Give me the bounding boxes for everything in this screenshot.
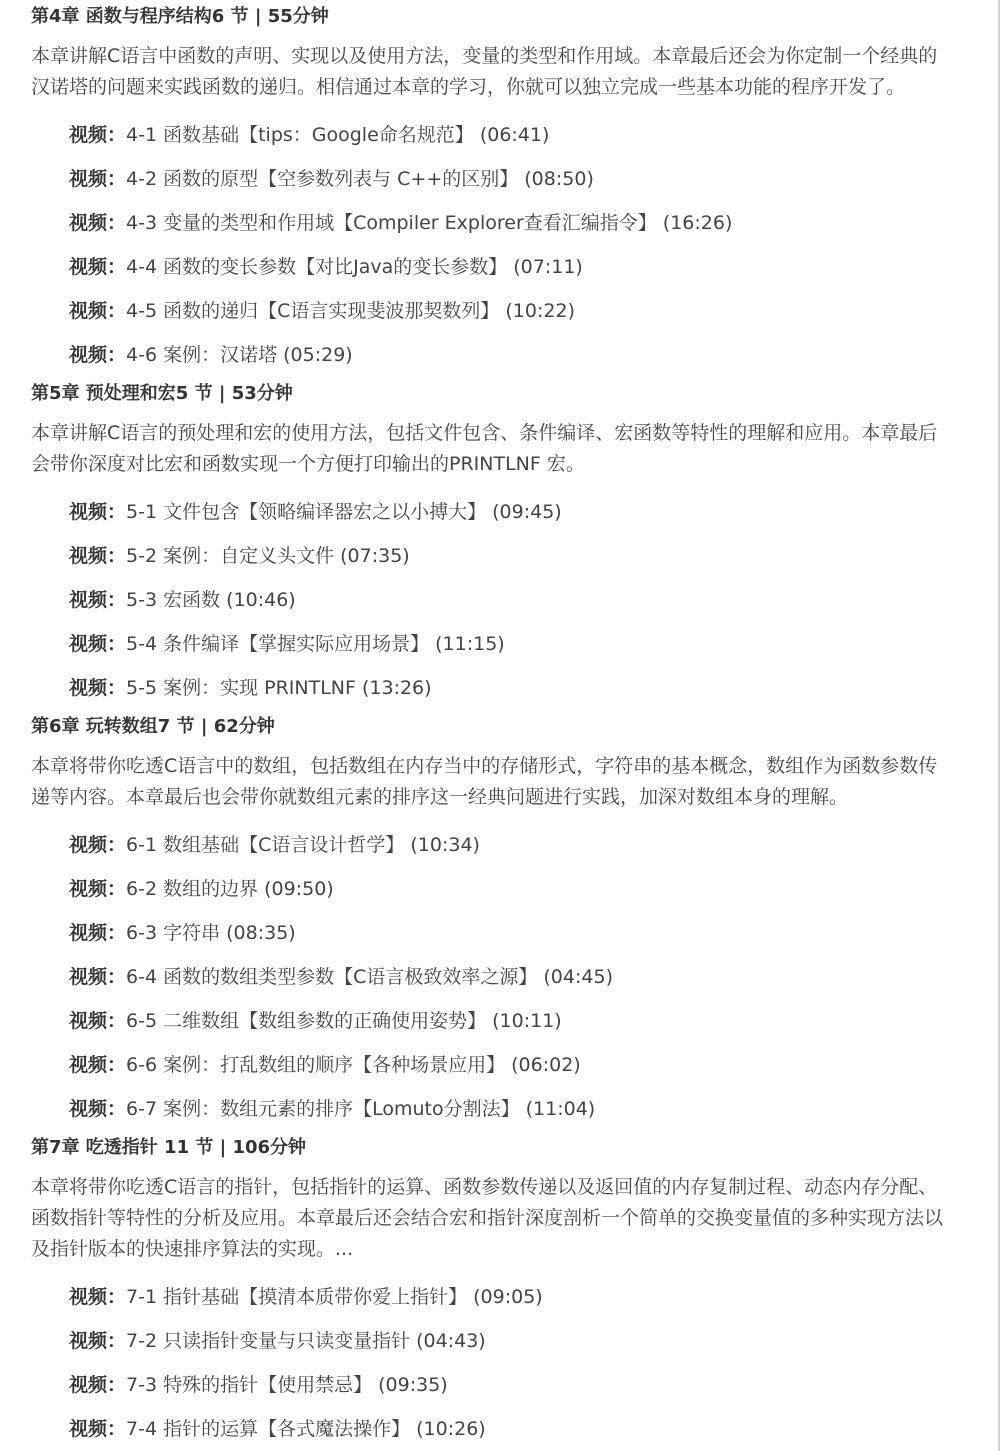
video-item[interactable] — [31, 578, 956, 622]
video-title: 4-1 函数基础【tips：Google命名规范】 (06:41) — [126, 124, 550, 146]
video-prefix-label: 视频： — [69, 300, 127, 322]
video-prefix-label: 视频： — [69, 168, 127, 190]
video-item[interactable] — [31, 157, 956, 201]
video-title: 7-4 指针的运算【各式魔法操作】 (10:26) — [126, 1418, 486, 1440]
video-title: 4-3 变量的类型和作用域【Compiler Explorer查看汇编指令】 (16:26) — [126, 212, 733, 234]
video-title: 5-5 案例：实现 PRINTLNF (13:26) — [126, 677, 432, 699]
video-item[interactable] — [31, 823, 956, 867]
video-title: 5-2 案例：自定义头文件 (07:35) — [126, 545, 410, 567]
video-title: 6-7 案例：数组元素的排序【Lomuto分割法】 (11:04) — [126, 1098, 596, 1120]
video-title: 7-1 指针基础【摸清本质带你爱上指针】 (09:05) — [126, 1286, 543, 1308]
video-prefix-label: 视频： — [69, 589, 127, 611]
video-prefix-label: 视频： — [69, 1286, 127, 1308]
video-prefix-label: 视频： — [69, 1010, 127, 1032]
video-list — [31, 823, 956, 1131]
chapter-description: 本章将带你吃透C语言中的数组，包括数组在内存当中的存储形式，字符串的基本概念，数组作为函数参数传递等内容。本章最后也会带你就数组元素的排序这一经典问题进行实践，加深对数组本身的理解。 — [31, 755, 938, 808]
video-title: 5-4 条件编译【掌握实际应用场景】 (11:15) — [126, 633, 505, 655]
video-item[interactable] — [31, 999, 956, 1043]
video-prefix-label: 视频： — [69, 677, 127, 699]
video-list — [31, 1275, 956, 1451]
video-prefix-label: 视频： — [69, 834, 127, 856]
video-item[interactable] — [31, 955, 956, 999]
video-item[interactable] — [31, 1319, 956, 1363]
video-title: 6-5 二维数组【数组参数的正确使用姿势】 (10:11) — [126, 1010, 562, 1032]
video-prefix-label: 视频： — [69, 124, 127, 146]
video-prefix-label: 视频： — [69, 1054, 127, 1076]
video-title: 6-3 字符串 (08:35) — [126, 922, 296, 944]
video-title: 6-6 案例：打乱数组的顺序【各种场景应用】 (06:02) — [126, 1054, 581, 1076]
chapter-title[interactable]: 第4章 函数与程序结构6 节 | 55分钟 — [31, 6, 329, 27]
video-title: 6-2 数组的边界 (09:50) — [126, 878, 334, 900]
video-item[interactable] — [31, 666, 956, 710]
chapter-title[interactable]: 第5章 预处理和宏5 节 | 53分钟 — [31, 383, 293, 404]
video-title: 6-1 数组基础【C语言设计哲学】 (10:34) — [126, 834, 480, 856]
video-item[interactable] — [31, 911, 956, 955]
video-prefix-label: 视频： — [69, 878, 127, 900]
chapter-title[interactable]: 第7章 吃透指针 11 节 | 106分钟 — [31, 1137, 307, 1158]
video-item[interactable] — [31, 245, 956, 289]
video-prefix-label: 视频： — [69, 1374, 127, 1396]
video-item[interactable] — [31, 113, 956, 157]
chapter-section — [31, 1131, 956, 1451]
video-item[interactable] — [31, 534, 956, 578]
video-item[interactable] — [31, 1407, 956, 1451]
video-item[interactable] — [31, 201, 956, 245]
video-item[interactable] — [31, 1275, 956, 1319]
video-title: 5-3 宏函数 (10:46) — [126, 589, 296, 611]
video-item[interactable] — [31, 867, 956, 911]
chapter-description: 本章将带你吃透C语言的指针，包括指针的运算、函数参数传递以及返回值的内存复制过程、动态内存分配、函数指针等特性的分析及应用。本章最后还会结合宏和指针深度剖析一个简单的交换变量值的多种实现方法以及指针版本的快速排序算法的实现。... — [31, 1176, 944, 1260]
video-title: 5-1 文件包含【领略编译器宏之以小搏大】 (09:45) — [126, 501, 562, 523]
video-prefix-label: 视频： — [69, 1330, 127, 1352]
video-title: 4-5 函数的递归【C语言实现斐波那契数列】 (10:22) — [126, 300, 575, 322]
video-item[interactable] — [31, 1043, 956, 1087]
video-item[interactable] — [31, 622, 956, 666]
video-list — [31, 490, 956, 710]
video-prefix-label: 视频： — [69, 545, 127, 567]
video-prefix-label: 视频： — [69, 256, 127, 278]
video-item[interactable] — [31, 1363, 956, 1407]
chapter-outline — [31, 0, 956, 1451]
video-title: 6-4 函数的数组类型参数【C语言极致效率之源】 (04:45) — [126, 966, 613, 988]
video-prefix-label: 视频： — [69, 344, 127, 366]
video-prefix-label: 视频： — [69, 633, 127, 655]
video-prefix-label: 视频： — [69, 212, 127, 234]
video-title: 7-2 只读指针变量与只读变量指针 (04:43) — [126, 1330, 486, 1352]
video-prefix-label: 视频： — [69, 1098, 127, 1120]
chapter-section — [31, 710, 956, 1131]
video-item[interactable] — [31, 289, 956, 333]
video-title: 4-2 函数的原型【空参数列表与 C++的区别】 (08:50) — [126, 168, 594, 190]
video-prefix-label: 视频： — [69, 1418, 127, 1440]
video-prefix-label: 视频： — [69, 922, 127, 944]
video-list — [31, 113, 956, 377]
video-prefix-label: 视频： — [69, 966, 127, 988]
chapter-description: 本章讲解C语言中函数的声明、实现以及使用方法，变量的类型和作用域。本章最后还会为你定制一个经典的汉诺塔的问题来实践函数的递归。相信通过本章的学习，你就可以独立完成一些基本功能的程序开发了。 — [31, 45, 938, 98]
chapter-section — [31, 377, 956, 710]
video-title: 4-4 函数的变长参数【对比Java的变长参数】 (07:11) — [126, 256, 583, 278]
video-item[interactable] — [31, 490, 956, 534]
chapter-description: 本章讲解C语言的预处理和宏的使用方法，包括文件包含、条件编译、宏函数等特性的理解和应用。本章最后会带你深度对比宏和函数实现一个方便打印输出的PRINTLNF 宏。 — [31, 422, 938, 475]
video-item[interactable] — [31, 333, 956, 377]
video-item[interactable] — [31, 1087, 956, 1131]
chapter-section — [31, 0, 956, 377]
video-title: 7-3 特殊的指针【使用禁忌】 (09:35) — [126, 1374, 448, 1396]
video-title: 4-6 案例：汉诺塔 (05:29) — [126, 344, 353, 366]
video-prefix-label: 视频： — [69, 501, 127, 523]
chapter-title[interactable]: 第6章 玩转数组7 节 | 62分钟 — [31, 716, 275, 737]
